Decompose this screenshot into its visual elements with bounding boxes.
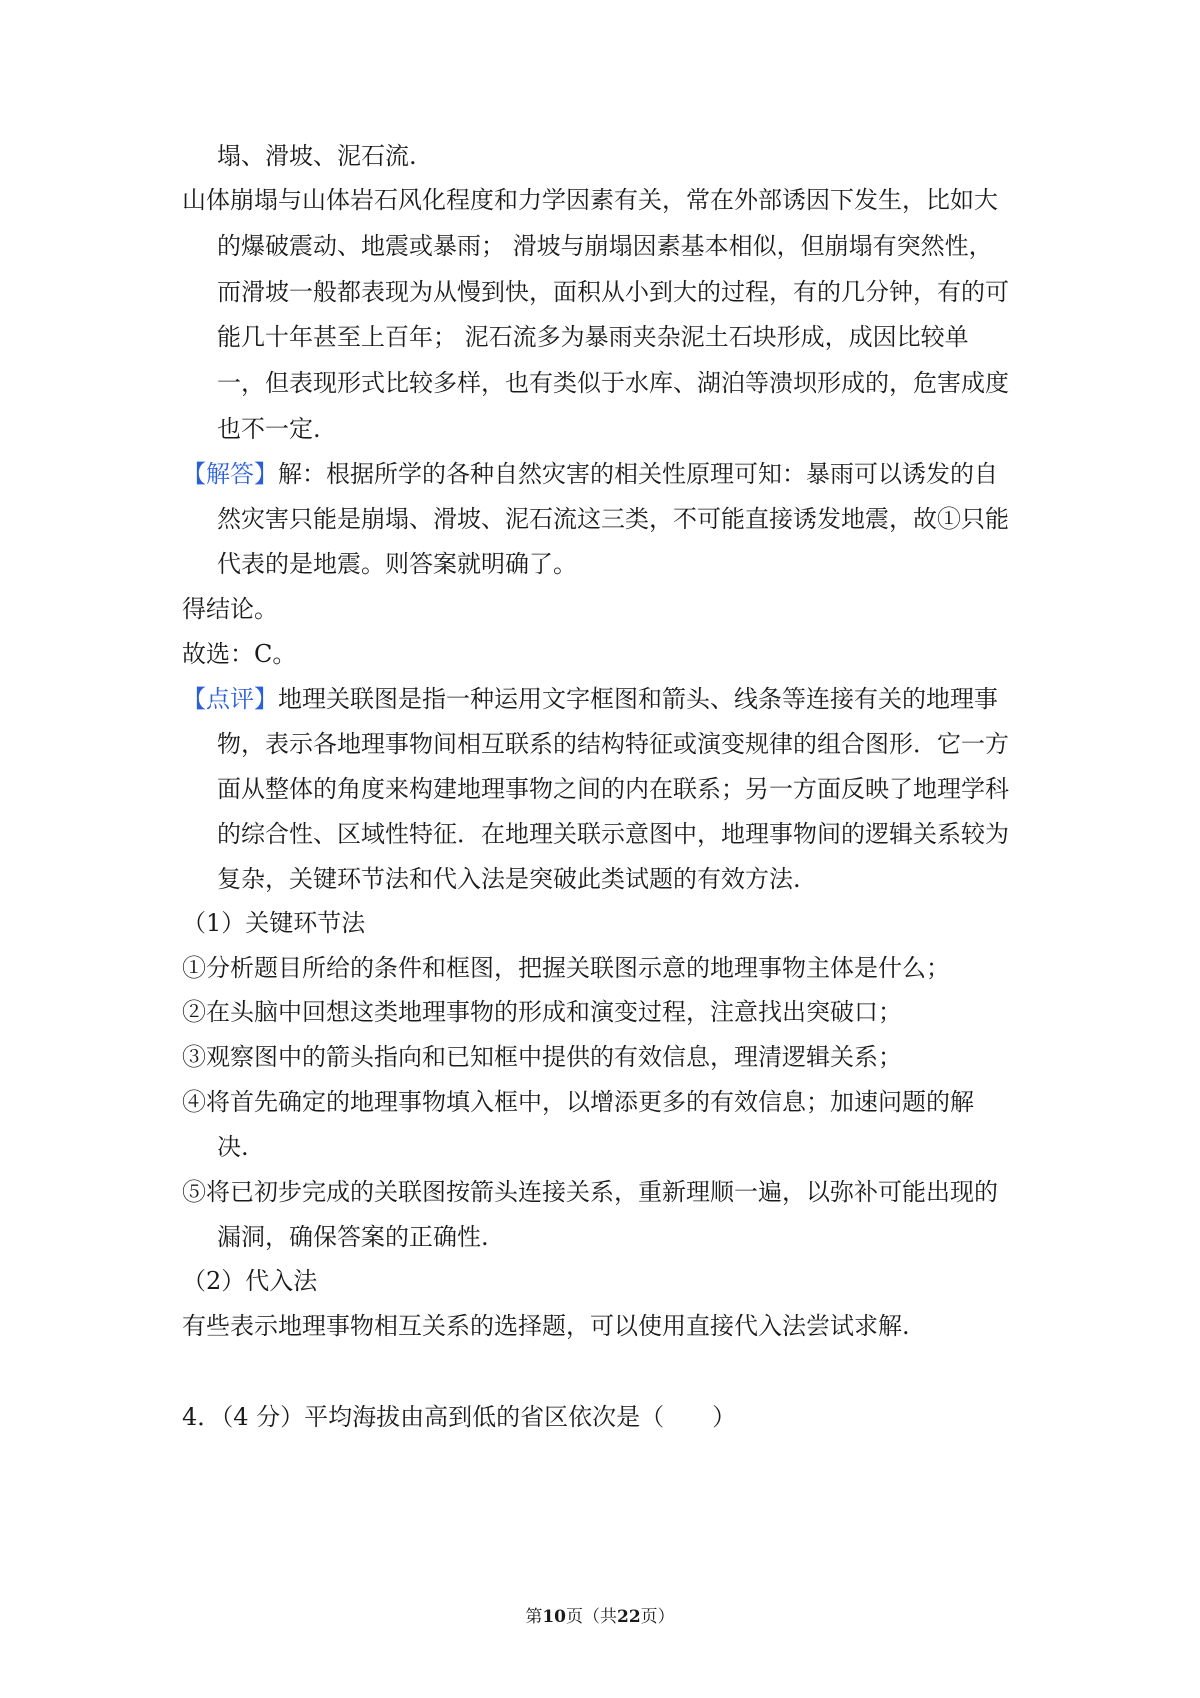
footer-middle: 页（共 bbox=[566, 1607, 617, 1627]
answer-tag: 【解答】 bbox=[182, 460, 278, 488]
review-line bbox=[182, 684, 998, 714]
question-4: 4．（4 分）平均海拔由高到低的省区依次是（ ） bbox=[182, 1403, 737, 1431]
answer-line bbox=[182, 459, 998, 489]
conclusion-line: 得结论。 bbox=[182, 595, 278, 623]
review-line: 复杂，关键环节法和代入法是突破此类试题的有效方法. bbox=[217, 865, 801, 893]
choice-line: 故选：C。 bbox=[182, 640, 297, 668]
method1-step: ⑤将已初步完成的关联图按箭头连接关系，重新理顺一遍，以弥补可能出现的 bbox=[182, 1178, 998, 1206]
text-line: 能几十年甚至上百年； 泥石流多为暴雨夹杂泥土石块形成，成因比较单 bbox=[217, 323, 969, 351]
method1-step: 漏洞，确保答案的正确性. bbox=[217, 1223, 489, 1251]
text-line: 而滑坡一般都表现为从慢到快，面积从小到大的过程，有的几分钟，有的可 bbox=[217, 278, 1009, 306]
review-text: 地理关联图是指一种运用文字框图和箭头、线条等连接有关的地理事 bbox=[278, 685, 998, 713]
page-footer bbox=[0, 1606, 1200, 1628]
method1-step: ③观察图中的箭头指向和已知框中提供的有效信息，理清逻辑关系； bbox=[182, 1043, 902, 1071]
answer-line: 代表的是地震。则答案就明确了。 bbox=[217, 550, 577, 578]
text-line: 一，但表现形式比较多样，也有类似于水库、湖泊等溃坝形成的，危害成度 bbox=[217, 369, 1009, 397]
answer-text: 解：根据所学的各种自然灾害的相关性原理可知：暴雨可以诱发的自 bbox=[278, 460, 998, 488]
review-line: 的综合性、区域性特征．在地理关联示意图中，地理事物间的逻辑关系较为 bbox=[217, 820, 1009, 848]
method2-text: 有些表示地理事物相互关系的选择题，可以使用直接代入法尝试求解. bbox=[182, 1312, 910, 1340]
text-line: 山体崩塌与山体岩石风化程度和力学因素有关，常在外部诱因下发生，比如大 bbox=[182, 186, 998, 214]
method1-heading: （1）关键环节法 bbox=[182, 909, 366, 937]
method1-step: ②在头脑中回想这类地理事物的形成和演变过程，注意找出突破口； bbox=[182, 998, 902, 1026]
method1-step: 决. bbox=[217, 1133, 249, 1161]
text-line: 的爆破震动、地震或暴雨； 滑坡与崩塌因素基本相似，但崩塌有突然性， bbox=[217, 232, 993, 260]
review-line: 物，表示各地理事物间相互联系的结构特征或演变规律的组合图形．它一方 bbox=[217, 730, 1009, 758]
method1-step: ④将首先确定的地理事物填入框中，以增添更多的有效信息；加速问题的解 bbox=[182, 1088, 974, 1116]
footer-prefix: 第 bbox=[525, 1607, 543, 1627]
method2-heading: （2）代入法 bbox=[182, 1267, 318, 1295]
review-tag: 【点评】 bbox=[182, 685, 278, 713]
footer-page-number: 10 bbox=[542, 1607, 566, 1627]
footer-total-pages: 22 bbox=[617, 1607, 641, 1627]
answer-line: 然灾害只能是崩塌、滑坡、泥石流这三类，不可能直接诱发地震，故①只能 bbox=[217, 505, 1009, 533]
method1-step: ①分析题目所给的条件和框图，把握关联图示意的地理事物主体是什么； bbox=[182, 954, 950, 982]
text-line: 塌、滑坡、泥石流. bbox=[217, 142, 417, 170]
review-line: 面从整体的角度来构建地理事物之间的内在联系；另一方面反映了地理学科 bbox=[217, 775, 1009, 803]
footer-suffix: 页） bbox=[640, 1607, 675, 1627]
text-line: 也不一定. bbox=[217, 415, 321, 443]
